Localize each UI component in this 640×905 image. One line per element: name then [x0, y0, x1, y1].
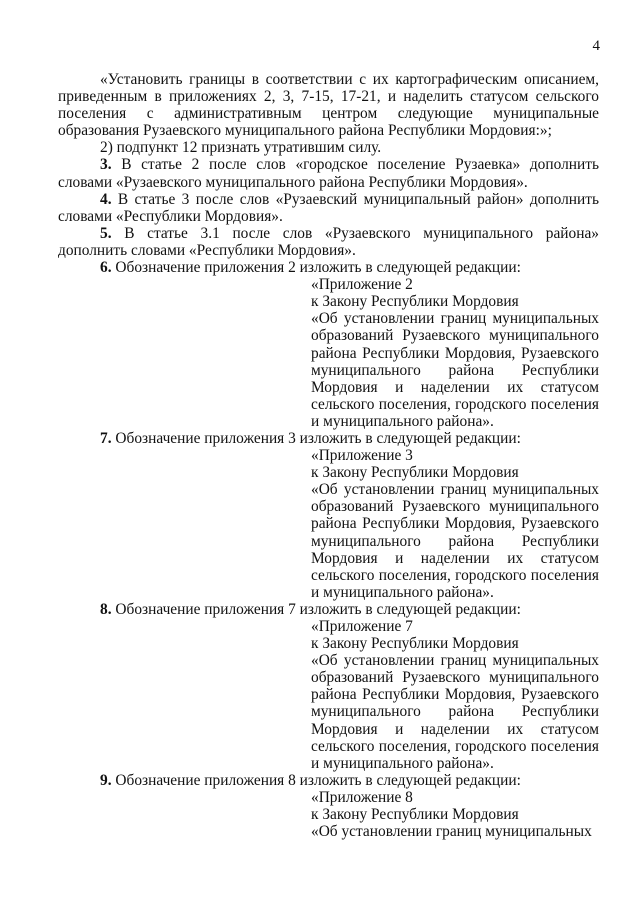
appendix-7-description: «Об установлении границ муниципальных образований Рузаевского муниципального района Республики Мордовия, Рузаевского муниципального района Республики Мордовия и наделении их статусом сельского поселения, городского поселения и муниципального района». [311, 652, 599, 772]
appendix-3-title: «Приложение 3 [311, 447, 413, 465]
item-8-number: 8. [100, 600, 112, 618]
item-7-text: Обозначение приложения 3 изложить в следующей редакции: [111, 429, 521, 447]
item-3-text: В статье 2 после слов «городское поселение Рузаевка» дополнить словами «Рузаевского муниципального района Республики Мордовия». [58, 156, 599, 191]
appendix-8-law: к Закону Республики Мордовия [311, 806, 519, 824]
appendix-3-law: к Закону Республики Мордовия [311, 464, 519, 482]
document-body [58, 71, 599, 840]
page-number: 4 [592, 38, 600, 54]
item-4-paragraph [58, 191, 599, 225]
item-5-paragraph [58, 225, 599, 259]
appendix-3-description: «Об установлении границ муниципальных образований Рузаевского муниципального района Республики Мордовия, Рузаевского муниципального района Республики Мордовия и наделении их статусом сельского поселения, городского поселения и муниципального района». [311, 481, 599, 601]
appendix-2-block [311, 276, 599, 430]
appendix-3-block [311, 447, 599, 601]
item-2-paragraph: 2) подпункт 12 признать утратившим силу. [100, 139, 382, 157]
item-3-number: 3. [100, 156, 112, 174]
item-5-text: В статье 3.1 после слов «Рузаевского муниципального района» дополнить словами «Республики Мордовия». [58, 224, 599, 259]
appendix-2-title: «Приложение 2 [311, 276, 413, 294]
item-7-paragraph [58, 430, 599, 447]
appendix-8-block [311, 789, 599, 840]
item-9-text: Обозначение приложения 8 изложить в следующей редакции: [111, 771, 521, 789]
appendix-2-description: «Об установлении границ муниципальных образований Рузаевского муниципального района Республики Мордовия, Рузаевского муниципального района Республики Мордовия и наделении их статусом сельского поселения, городского поселения и муниципального района». [311, 310, 599, 430]
item-7-number: 7. [100, 429, 112, 447]
item-4-number: 4. [100, 190, 112, 208]
item-6-paragraph [58, 259, 599, 276]
appendix-7-law: к Закону Республики Мордовия [311, 635, 519, 653]
item-9-paragraph [58, 772, 599, 789]
item-8-paragraph [58, 601, 599, 618]
item-5-number: 5. [100, 224, 112, 242]
item-6-number: 6. [100, 259, 112, 277]
intro-paragraph: «Установить границы в соответствии с их картографическим описанием, приведенным в приложениях 2, 3, 7-15, 17-21, и наделить статусом сельского поселения с административным центром следующие муниципальные образования Рузаевского муниципального района Республики Мордовия:»; [58, 71, 599, 140]
item-6-text: Обозначение приложения 2 изложить в следующей редакции: [111, 259, 521, 277]
item-9-number: 9. [100, 771, 112, 789]
item-3-paragraph [58, 156, 599, 190]
item-8-text: Обозначение приложения 7 изложить в следующей редакции: [111, 600, 521, 618]
appendix-7-title: «Приложение 7 [311, 618, 413, 635]
appendix-8-title: «Приложение 8 [311, 788, 413, 806]
appendix-2-law: к Закону Республики Мордовия [311, 293, 519, 311]
appendix-8-description: «Об установлении границ муниципальных [311, 823, 592, 841]
appendix-7-block [311, 618, 599, 772]
item-4-text: В статье 3 после слов «Рузаевский муниципальный район» дополнить словами «Республики Мордовия». [58, 190, 599, 225]
